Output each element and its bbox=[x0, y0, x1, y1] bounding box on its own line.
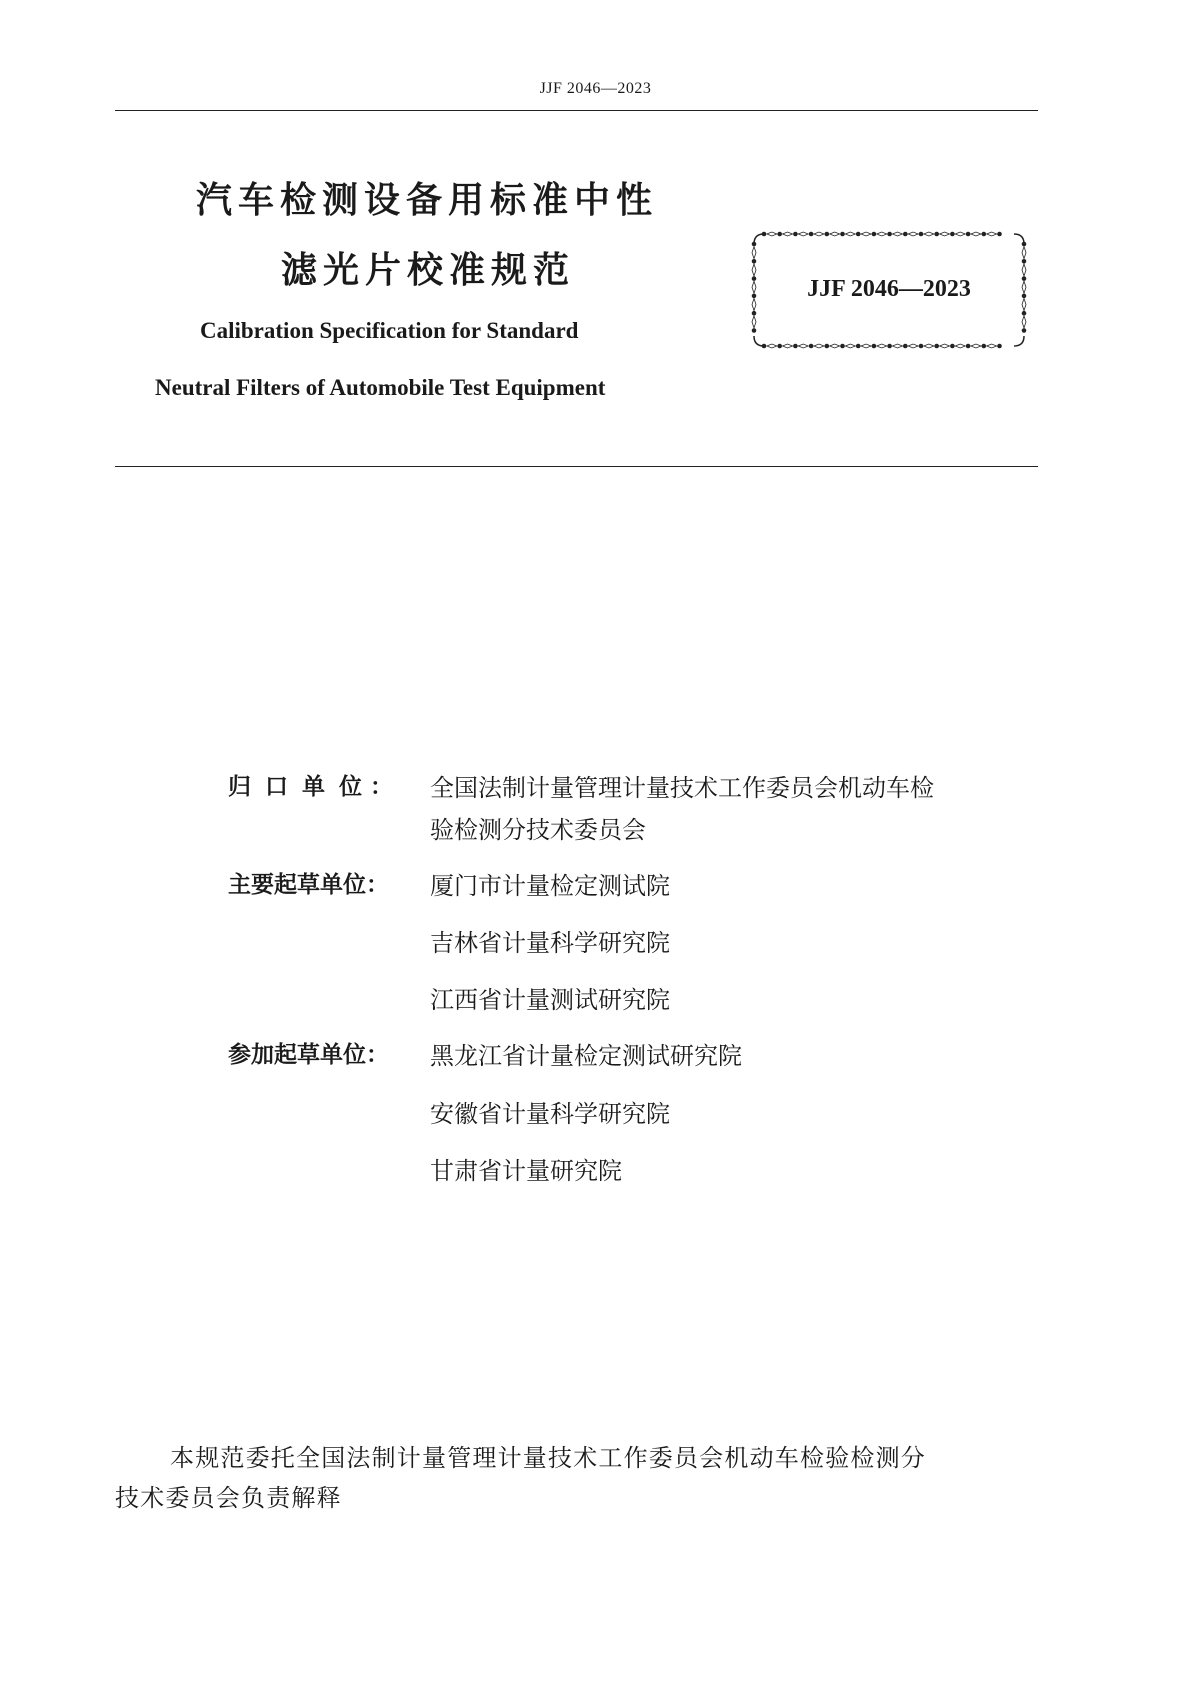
interpretation-note-line2: 技术委员会负责解释 bbox=[115, 1484, 342, 1512]
main-drafter-item: 江西省计量测试研究院 bbox=[430, 986, 670, 1014]
guikou-value-line2: 验检测分技术委员会 bbox=[430, 816, 646, 844]
title-rule bbox=[115, 466, 1038, 467]
code-box bbox=[748, 228, 1030, 352]
participating-drafter-item: 黑龙江省计量检定测试研究院 bbox=[430, 1042, 742, 1070]
title-cn-line2: 滤光片校准规范 bbox=[281, 250, 576, 291]
main-drafter-label: 主要起草单位： bbox=[228, 872, 389, 898]
main-drafter-item: 吉林省计量科学研究院 bbox=[430, 929, 670, 957]
title-cn-line1: 汽车检测设备用标准中性 bbox=[196, 180, 659, 221]
participating-drafter-label: 参加起草单位： bbox=[228, 1042, 389, 1068]
main-drafter-item: 厦门市计量检定测试院 bbox=[430, 872, 670, 900]
guikou-label-colon: ： bbox=[370, 774, 393, 800]
participating-drafter-item: 甘肃省计量研究院 bbox=[430, 1157, 622, 1185]
title-en-line1: Calibration Specification for Standard bbox=[200, 318, 579, 343]
interpretation-note-line1: 本规范委托全国法制计量管理计量技术工作委员会机动车检验检测分 bbox=[170, 1444, 926, 1472]
code-box-code: JJF 2046—2023 bbox=[807, 276, 971, 302]
title-en-line2: Neutral Filters of Automobile Test Equipment bbox=[155, 375, 606, 400]
participating-drafter-item: 安徽省计量科学研究院 bbox=[430, 1100, 670, 1128]
running-header: JJF 2046—2023 bbox=[539, 80, 652, 97]
guikou-label: 归口单位 bbox=[228, 774, 376, 800]
header-rule bbox=[115, 110, 1038, 111]
guikou-value-line1: 全国法制计量管理计量技术工作委员会机动车检 bbox=[430, 774, 934, 802]
